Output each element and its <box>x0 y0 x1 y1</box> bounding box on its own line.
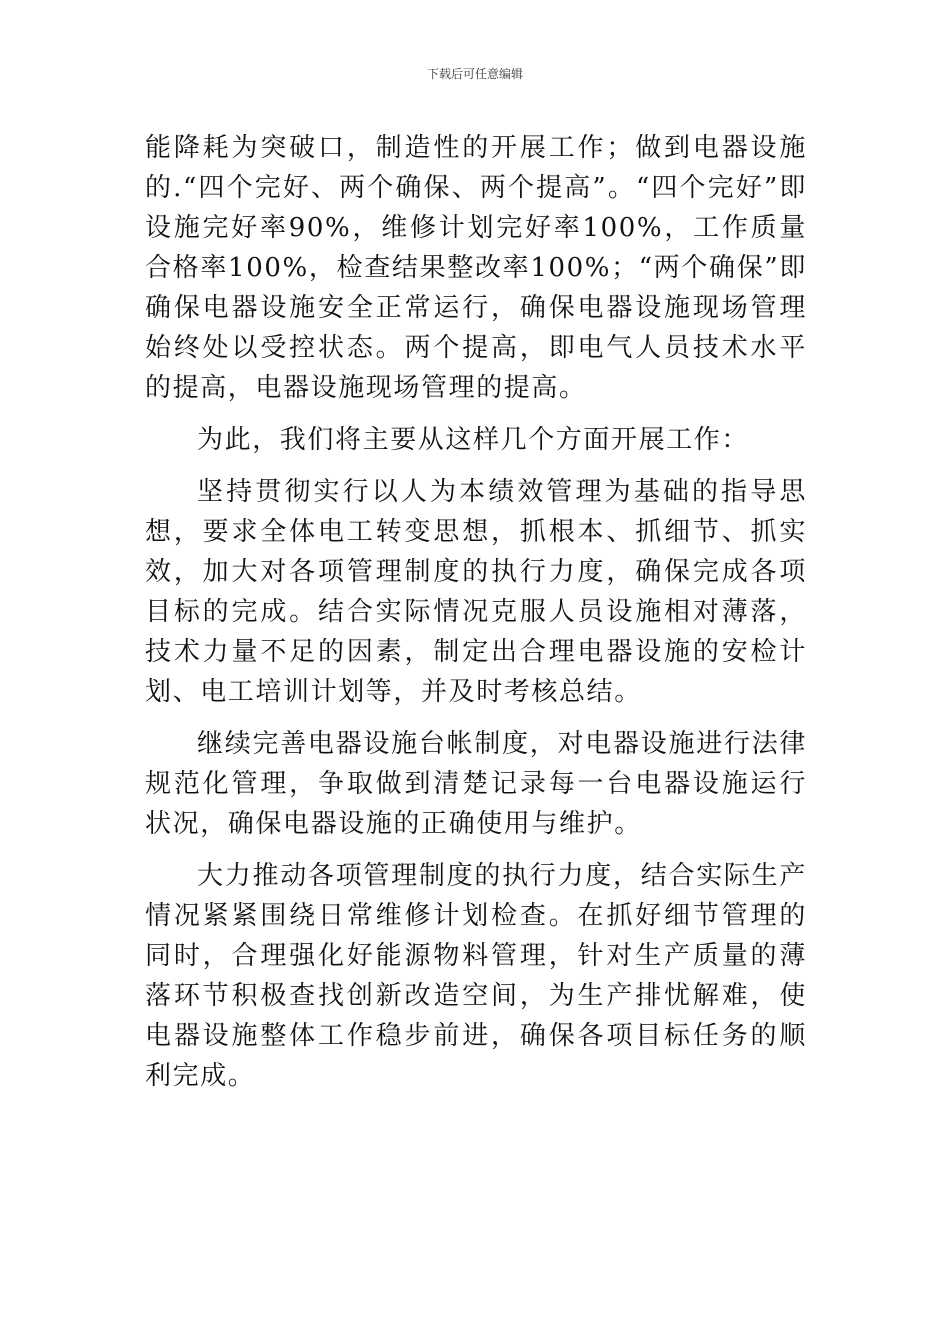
document-body <box>145 128 807 1096</box>
paragraph-5: 大力推动各项管理制度的执行力度，结合实际生产情况紧紧围绕日常维修计划检查。在抓好细节管理的同时，合理强化好能源物料管理，针对生产质量的薄落环节积极查找创新改造空间，为生产排忧解难，使电器设施整体工作稳步前进，确保各项目标任务的顺利完成。 <box>145 861 807 1091</box>
paragraph-2: 为此，我们将主要从这样几个方面开展工作： <box>197 425 750 455</box>
paragraph-4: 继续完善电器设施台帐制度，对电器设施进行法律规范化管理，争取做到清楚记录每一台电器设施运行状况，确保电器设施的正确使用与维护。 <box>145 729 807 839</box>
page-header: 下载后可任意编辑 <box>426 67 523 81</box>
paragraph-1: 能降耗为突破口，制造性的开展工作；做到电器设施的.“四个完好、两个确保、两个提高”。“四个完好”即设施完好率90%，维修计划完好率100%，工作质量合格率100%，检查结果整改率100%；“两个确保”即确保电器设施安全正常运行，确保电器设施现场管理始终处以受控状态。两个提高，即电气人员技术水平的提高，电器设施现场管理的提高。 <box>145 133 807 403</box>
paragraph-3: 坚持贯彻实行以人为本绩效管理为基础的指导思想，要求全体电工转变思想，抓根本、抓细节、抓实效，加大对各项管理制度的执行力度，确保完成各项目标的完成。结合实际情况克服人员设施相对薄落，技术力量不足的因素，制定出合理电器设施的安检计划、电工培训计划等，并及时考核总结。 <box>145 477 807 707</box>
